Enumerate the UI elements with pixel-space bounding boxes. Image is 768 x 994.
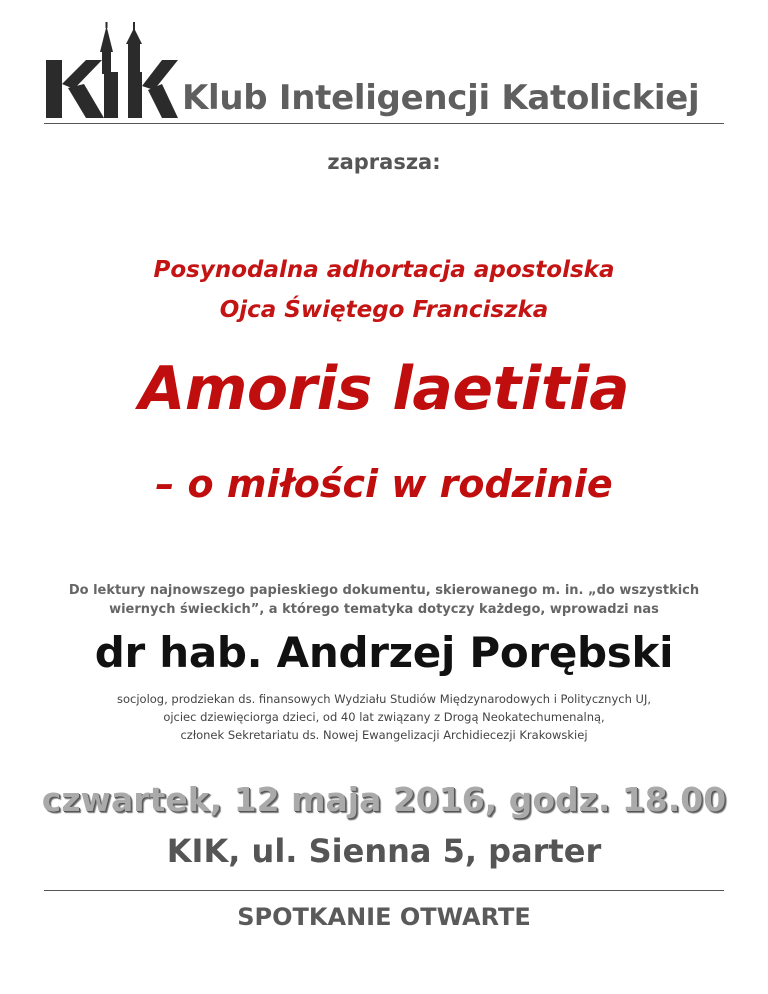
footer-divider: [44, 890, 724, 891]
invites-label: zaprasza:: [327, 150, 441, 174]
organization-name: Klub Inteligencji Katolickiej: [182, 78, 700, 118]
intro-line-1: Do lektury najnowszego papieskiego dokumentu, skierowanego m. in. „do wszystkich: [68, 583, 700, 598]
open-meeting-label: SPOTKANIE OTWARTE: [237, 903, 531, 931]
speaker-bio-line-2: ojciec dziewięciorga dzieci, od 40 lat związany z Drogą Neokatechumenalną,: [163, 710, 605, 724]
header: [44, 22, 724, 122]
subtitle-line-1: Posynodalna adhortacja apostolska: [153, 257, 615, 283]
event-venue: KIK, ul. Sienna 5, parter: [166, 832, 602, 870]
kik-logo: [44, 22, 180, 120]
speaker-bio-line-3: członek Sekretariatu ds. Nowej Ewangelizacji Archidiecezji Krakowskiej: [180, 728, 588, 742]
header-divider: [44, 123, 724, 124]
document-subtitle: – o miłości w rodzinie: [155, 462, 613, 506]
intro-line-2: wiernych świeckich”, a którego tematyka dotyczy każdego, wprowadzi nas: [109, 602, 659, 617]
speaker-bio-line-1: socjolog, prodziekan ds. finansowych Wydziału Studiów Międzynarodowych i Politycznych UJ,: [116, 692, 651, 706]
document-title: Amoris laetitia: [138, 354, 630, 424]
event-date: czwartek, 12 maja 2016, godz. 18.00: [41, 780, 727, 819]
speaker-name: dr hab. Andrzej Porębski: [94, 628, 674, 677]
church-towers-icon: [100, 22, 142, 74]
kik-letters: [46, 60, 178, 118]
subtitle-line-2: Ojca Świętego Franciszka: [219, 297, 549, 323]
